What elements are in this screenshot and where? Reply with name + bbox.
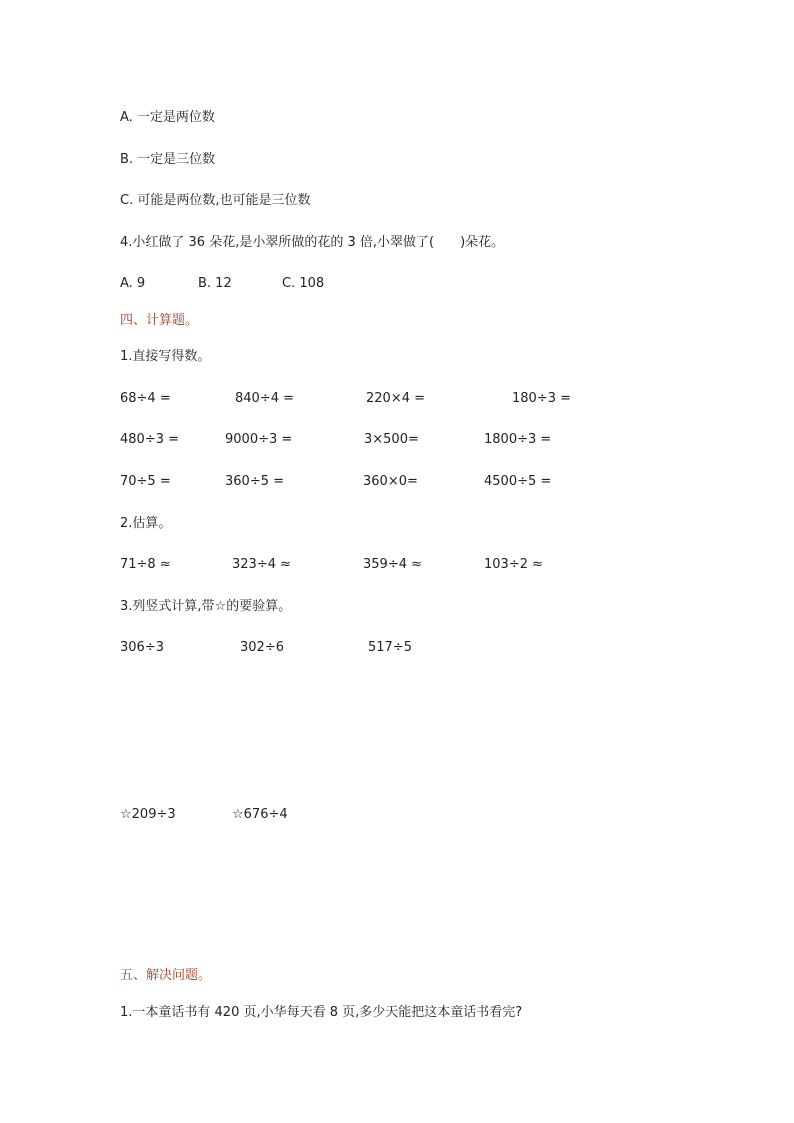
section-4-part-1-title: 1.直接写得数。 xyxy=(120,349,211,364)
calc-item: 360÷5 = xyxy=(225,474,285,489)
q4-stem-pre: 4.小红做了 36 朵花,是小翠所做的花的 3 倍,小翠做了( xyxy=(120,235,435,250)
calc-item: 3×500= xyxy=(364,432,419,447)
calc-item: 840÷4 = xyxy=(235,391,295,406)
vertical-calc-item: 302÷6 xyxy=(240,640,284,655)
vertical-calc-item: 306÷3 xyxy=(120,640,164,655)
section-5-title: 五、解决问题。 xyxy=(120,968,212,983)
q4-stem xyxy=(120,234,504,252)
q4-option-c: C. 108 xyxy=(282,276,325,291)
q4-stem-post: )朵花。 xyxy=(460,235,505,250)
calc-item: 180÷3 = xyxy=(512,391,572,406)
calc-item: 4500÷5 = xyxy=(484,474,552,489)
vertical-calc-check-item: ☆209÷3 xyxy=(120,807,176,822)
vertical-calc-check-item: ☆676÷4 xyxy=(232,807,288,822)
section-4-title: 四、计算题。 xyxy=(120,313,199,328)
calc-item: 68÷4 = xyxy=(120,391,171,406)
estimate-item: 71÷8 ≈ xyxy=(120,557,171,572)
section-4-part-3-title: 3.列竖式计算,带☆的要验算。 xyxy=(120,599,292,614)
estimate-item: 323÷4 ≈ xyxy=(232,557,292,572)
calc-item: 1800÷3 = xyxy=(484,432,552,447)
section-5-question-1: 1.一本童话书有 420 页,小华每天看 8 页,多少天能把这本童话书看完? xyxy=(120,1005,523,1020)
calc-item: 9000÷3 = xyxy=(225,432,293,447)
calc-item: 480÷3 = xyxy=(120,432,180,447)
estimate-item: 359÷4 ≈ xyxy=(363,557,423,572)
calc-item: 70÷5 = xyxy=(120,474,171,489)
q4-option-b: B. 12 xyxy=(198,276,232,291)
section-4-part-2-title: 2.估算。 xyxy=(120,516,172,531)
calc-item: 220×4 = xyxy=(366,391,426,406)
vertical-calc-item: 517÷5 xyxy=(368,640,412,655)
calc-item: 360×0= xyxy=(363,474,418,489)
q3-option-b: B. 一定是三位数 xyxy=(120,152,216,167)
q4-option-a: A. 9 xyxy=(120,276,146,291)
estimate-item: 103÷2 ≈ xyxy=(484,557,544,572)
q3-option-c: C. 可能是两位数,也可能是三位数 xyxy=(120,193,311,208)
q3-option-a: A. 一定是两位数 xyxy=(120,110,215,125)
